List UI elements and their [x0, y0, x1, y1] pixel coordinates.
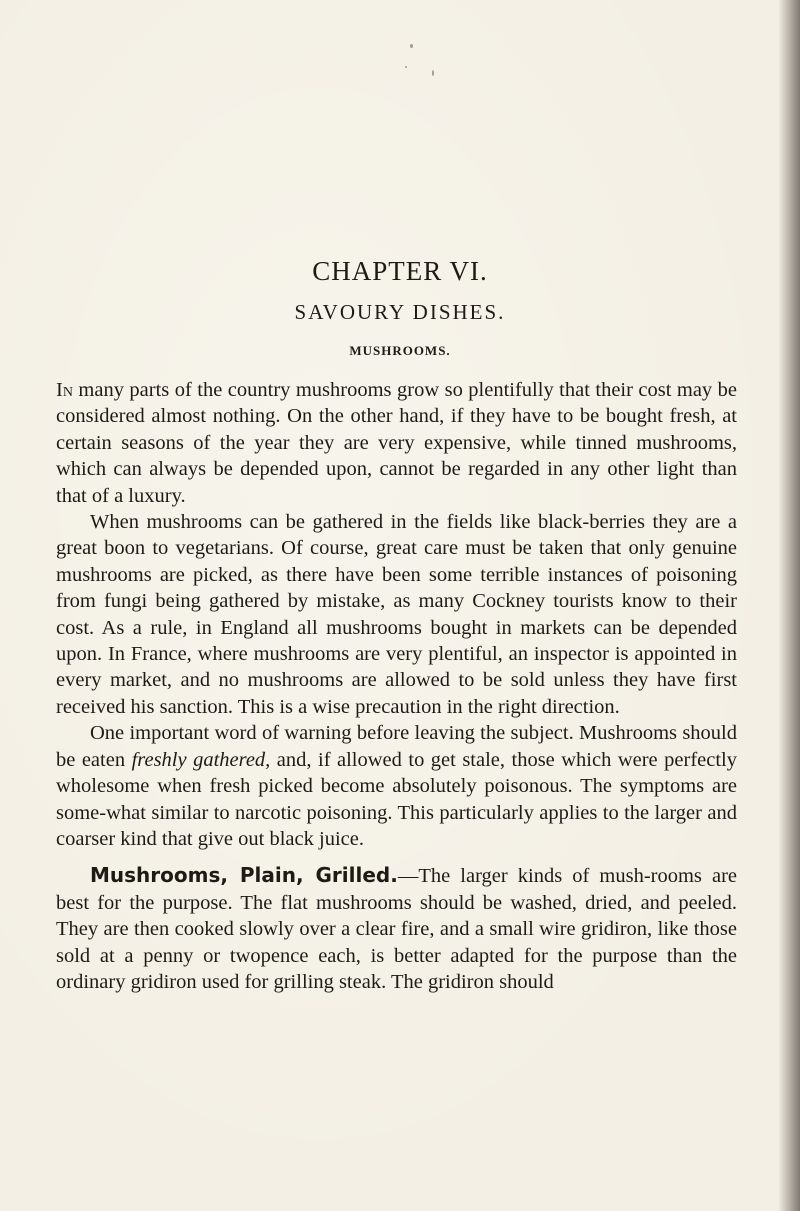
body-text: [56, 377, 737, 995]
ink-speck: [410, 44, 413, 48]
paragraph-intro: [56, 377, 737, 509]
lead-word: In: [56, 379, 73, 401]
page-binding-shadow: [778, 0, 800, 1211]
ink-speck: [405, 66, 407, 68]
paragraph-text: When mushrooms can be gathered in the fields like black-berries they are a great boon to vegetarians. Of course, great care must be taken that only genuine mushrooms are picked, as there have been some terrible instances of poisoning from fungi being gathered by mistake, as many Cockney tourists know to their cost. As a rule, in England all mushrooms bought in markets can be depended upon. In France, where mushrooms are very plentiful, an inspector is appointed in every market, and no mushrooms are allowed to be sold unless they have first received his sanction. This is a wise precaution in the right direction.: [56, 511, 737, 718]
paragraph-warning: [56, 720, 737, 852]
paragraph-text: many parts of the country mushrooms grow so plentifully that their cost may be considered almost nothing. On the other hand, if they have to be bought fresh, at certain seasons of the year they are very expensive, while tinned mushrooms, which can always be depended upon, cannot be regarded in any other light than that of a luxury.: [56, 379, 737, 507]
paragraph-text: One important word of warning before leaving the subject. Mushrooms should be eaten: [56, 722, 737, 771]
subsection-title: MUSHROOMS.: [349, 343, 451, 358]
recipe-heading: Mushrooms, Plain, Grilled.: [90, 863, 398, 888]
ink-speck: [432, 70, 434, 76]
section-title: SAVOURY DISHES.: [294, 300, 506, 324]
paragraph-recipe: [56, 862, 737, 995]
paragraph-text: —The larger kinds of mush-rooms are best for the purpose. The flat mushrooms should be washed, dried, and peeled. They are then cooked slowly over a clear fire, and a small wire gridiron, like those sold at a penny or twopence each, is better adapted for the purpose than the ordinary gridiron used for grilling steak. The gridiron should: [56, 865, 738, 993]
chapter-title: CHAPTER VI.: [312, 256, 488, 286]
paragraph-gathering: [56, 509, 737, 720]
emphasis-text: freshly gathered,: [131, 748, 271, 771]
paragraph-text: and, if allowed to get stale, those which were perfectly wholesome when fresh picked become absolutely poisonous. The symptoms are some-what similar to narcotic poisoning. This particularly applies to the larger and coarser kind that give out black juice.: [56, 748, 737, 850]
